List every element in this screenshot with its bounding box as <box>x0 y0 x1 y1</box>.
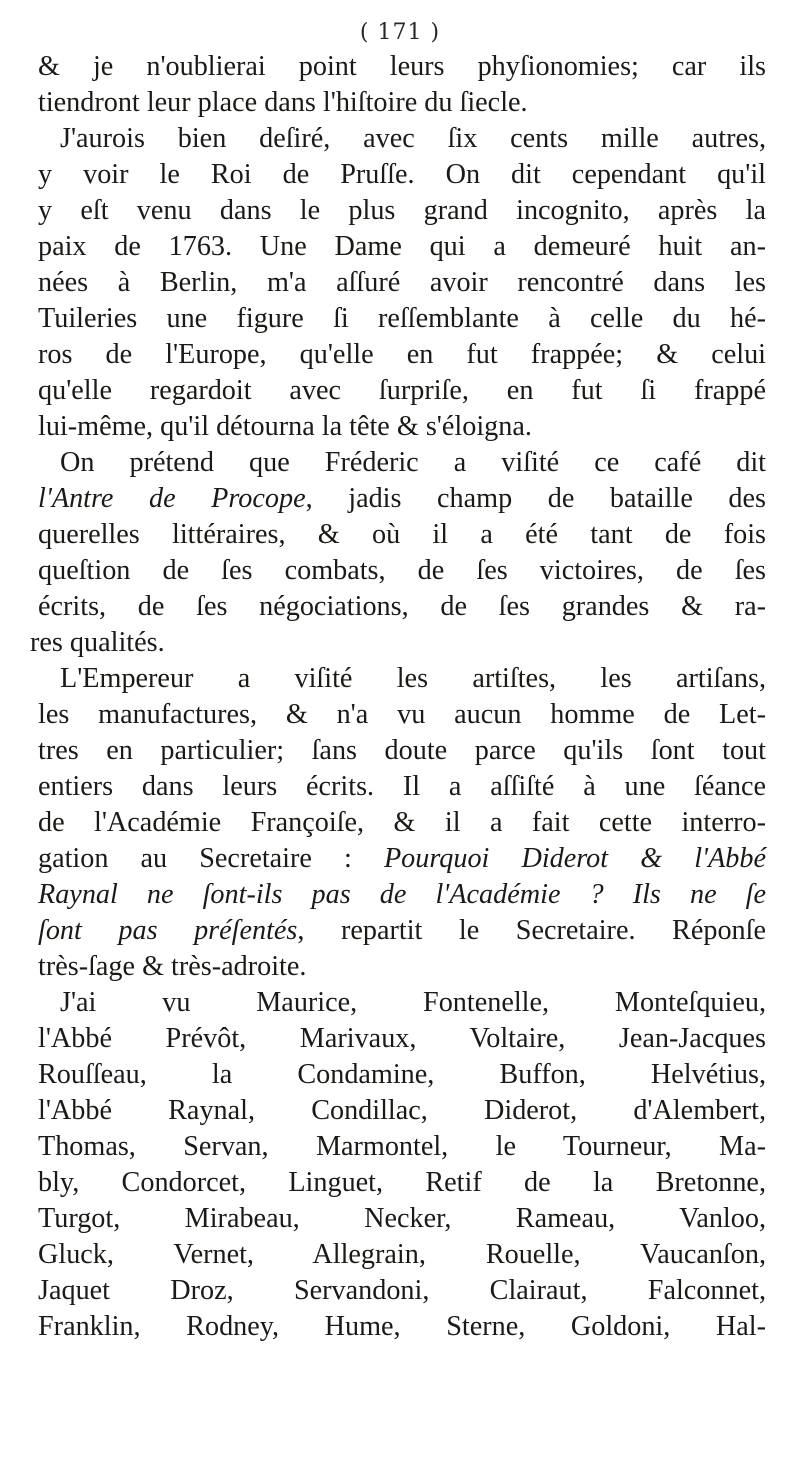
text-run: entiers dans leurs écrits. Il a aſſiſté à une ſéance <box>38 771 766 802</box>
text-run: écrits, de ſes négociations, de ſes grandes & ra- <box>38 591 766 622</box>
text-run: tiendront leur place dans l'hiſtoire du ſiecle. <box>38 87 528 118</box>
text-run: bly, Condorcet, Linguet, Retif de la Bretonne, <box>38 1167 766 1198</box>
text-line <box>38 769 766 805</box>
text-line <box>38 157 766 193</box>
text-line <box>38 805 766 841</box>
text-line <box>38 193 766 229</box>
text-line <box>38 1201 766 1237</box>
text-line <box>38 841 766 877</box>
text-run: très-ſage & très-adroite. <box>38 951 307 982</box>
text-line <box>38 49 766 85</box>
text-line <box>38 1021 766 1057</box>
text-run: nées à Berlin, m'a aſſuré avoir rencontré dans les <box>38 267 766 298</box>
text-run: lui-même, qu'il détourna la tête & s'éloigna. <box>38 411 532 442</box>
page-number: ( 171 ) <box>359 20 441 45</box>
text-run: y voir le Roi de Pruſſe. On dit cependant qu'il <box>38 159 766 190</box>
text-line <box>38 913 766 949</box>
text-run: L'Empereur a viſité les artiſtes, les artiſans, <box>60 663 766 694</box>
text-line <box>38 229 766 265</box>
text-line <box>38 733 766 769</box>
italic-run: Raynal ne ſont-ils pas de l'Académie ? Ils ne ſe <box>38 879 766 910</box>
text-run: l'Abbé Prévôt, Marivaux, Voltaire, Jean-Jacques <box>38 1023 766 1054</box>
italic-run: ſont pas préſentés <box>38 915 298 946</box>
text-line <box>38 373 766 409</box>
text-line <box>38 1057 766 1093</box>
text-run: Turgot, Mirabeau, Necker, Rameau, Vanloo, <box>38 1203 766 1234</box>
text-line <box>38 517 766 553</box>
text-line <box>38 985 766 1021</box>
text-run: res qualités. <box>30 627 165 658</box>
text-line <box>38 589 766 625</box>
text-run: queſtion de ſes combats, de ſes victoires, de ſes <box>38 555 766 586</box>
text-run: ros de l'Europe, qu'elle en fut frappée; & celui <box>38 339 766 370</box>
text-run: tres en particulier; ſans doute parce qu'ils ſont tout <box>38 735 766 766</box>
text-run: Thomas, Servan, Marmontel, le Tourneur, Ma- <box>38 1131 766 1162</box>
text-run: Jaquet Droz, Servandoni, Clairaut, Falconnet, <box>38 1275 766 1306</box>
text-line <box>38 877 766 913</box>
body-text <box>30 49 766 1345</box>
text-line <box>38 337 766 373</box>
text-run: de l'Académie Françoiſe, & il a fait cette interro- <box>38 807 766 838</box>
text-run: Franklin, Rodney, Hume, Sterne, Goldoni, Hal- <box>38 1311 766 1342</box>
text-run: , jadis champ de bataille des <box>305 483 766 514</box>
text-line <box>38 1093 766 1129</box>
text-line <box>38 1237 766 1273</box>
text-line <box>38 1165 766 1201</box>
italic-run: Pourquoi Diderot & l'Abbé <box>383 843 766 874</box>
text-line <box>38 301 766 337</box>
text-line <box>38 949 766 985</box>
text-line <box>38 553 766 589</box>
text-line <box>38 265 766 301</box>
text-run: Rouſſeau, la Condamine, Buffon, Helvétius, <box>38 1059 766 1090</box>
text-line <box>38 481 766 517</box>
text-line <box>38 409 766 445</box>
text-run: paix de 1763. Une Dame qui a demeuré huit an- <box>38 231 766 262</box>
text-run: Gluck, Vernet, Allegrain, Rouelle, Vaucanſon, <box>38 1239 766 1270</box>
text-run: qu'elle regardoit avec ſurpriſe, en fut ſi frappé <box>38 375 766 406</box>
text-line <box>38 1309 766 1345</box>
text-run: , repartit le Secretaire. Réponſe <box>297 915 766 946</box>
text-run: & je n'oublierai point leurs phyſionomies; car ils <box>38 51 766 82</box>
text-line <box>38 445 766 481</box>
text-line <box>38 85 766 121</box>
text-line <box>38 1129 766 1165</box>
text-line <box>38 1273 766 1309</box>
text-run: J'ai vu Maurice, Fontenelle, Monteſquieu, <box>60 987 766 1018</box>
text-line <box>30 625 766 661</box>
text-line <box>38 661 766 697</box>
text-run: querelles littéraires, & où il a été tant de fois <box>38 519 766 550</box>
text-run: On prétend que Fréderic a viſité ce café dit <box>60 447 766 478</box>
text-run: l'Abbé Raynal, Condillac, Diderot, d'Alembert, <box>38 1095 766 1126</box>
italic-run: l'Antre de Procope <box>38 483 306 514</box>
text-run: les manufactures, & n'a vu aucun homme de Let- <box>38 699 766 730</box>
text-run: gation au Secretaire : <box>38 843 384 874</box>
text-run: J'aurois bien deſiré, avec ſix cents mille autres, <box>60 123 766 154</box>
text-line <box>38 697 766 733</box>
text-run: Tuileries une figure ſi reſſemblante à celle du hé- <box>38 303 766 334</box>
text-run: y eſt venu dans le plus grand incognito, après la <box>38 195 766 226</box>
text-line <box>38 121 766 157</box>
